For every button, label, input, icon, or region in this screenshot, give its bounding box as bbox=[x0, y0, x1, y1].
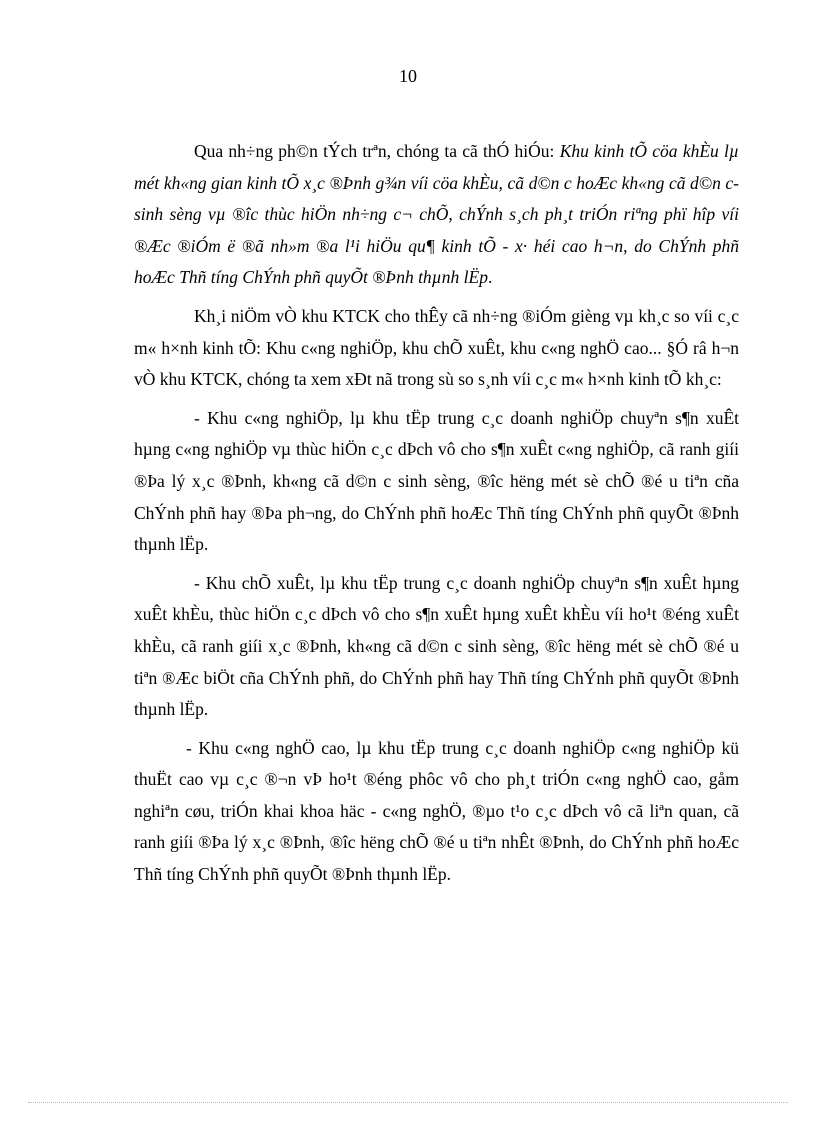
page-bottom-border bbox=[28, 1102, 788, 1103]
industrial-zone-paragraph: - Khu c«ng nghiÖp, lµ khu tËp trung c¸c doanh nghiÖp chuyªn s¶n xuÊt hµng c«ng nghiÖp vµ thùc hiÖn c¸c dÞch vô cho s¶n xuÊt c«ng nghiÖp, cã ranh giíi ®Þa lý x¸c ®Þnh, kh«ng cã d©n c sinh sèng, ®îc hëng mét sè chÕ ®é u tiªn cña ChÝnh phñ hay ®Þa ph¬ng, do ChÝnh phñ hoÆc Thñ tíng ChÝnh phñ quyÕt ®Þnh thµnh lËp. bbox=[134, 407, 739, 555]
export-processing-zone-paragraph: - Khu chÕ xuÊt, lµ khu tËp trung c¸c doanh nghiÖp chuyªn s¶n xuÊt hµng xuÊt khÈu, thùc hiÖn c¸c dÞch vô cho s¶n xuÊt hµng xuÊt khÈu víi ho¹t ®éng xuÊt khÈu, cã ranh giíi x¸c ®Þnh, kh«ng cã d©n c sinh sèng, ®îc hëng mét sè chÕ ®é u tiªn ®Æc biÖt cña ChÝnh phñ, do ChÝnh phñ hay Thñ tíng ChÝnh phñ quyÕt ®Þnh thµnh lËp. bbox=[134, 572, 739, 720]
comparison-intro-paragraph: Kh¸i niÖm vÒ khu KTCK cho thÊy cã nh÷ng ®iÓm gièng vµ kh¸c so víi c¸c m« h×nh kinh tÕ: Khu c«ng nghiÖp, khu chÕ xuÊt, khu c«ng nghÖ cao... §Ó râ h¬n vÒ khu KTCK, chóng ta xem xÐt nã trong sù so s¸nh víi c¸c m« h×nh kinh tÕ kh¸c: bbox=[134, 305, 739, 390]
definition-paragraph bbox=[134, 136, 739, 294]
definition-tail: . bbox=[487, 267, 493, 288]
body-text bbox=[134, 136, 739, 898]
page-number: 10 bbox=[399, 66, 417, 86]
high-tech-zone-paragraph: - Khu c«ng nghÖ cao, lµ khu tËp trung c¸c doanh nghiÖp c«ng nghiÖp kü thuËt cao vµ c¸c ®¬n vÞ ho¹t ®éng phôc vô cho ph¸t triÓn c«ng nghÖ cao, gåm nghiªn cøu, triÓn khai khoa häc - c«ng nghÖ, ®µo t¹o c¸c dÞch vô cã liªn quan, cã ranh giíi ®Þa lý x¸c ®Þnh, ®îc hëng chÕ ®é u tiªn nhÊt ®Þnh, do ChÝnh phñ hoÆc Thñ tíng ChÝnh phñ quyÕt ®Þnh thµnh lËp. bbox=[134, 737, 739, 885]
definition-emphasis: Khu kinh tÕ cöa khÈu lµ mét kh«ng gian kinh tÕ x¸c ®Þnh g¾n víi cöa khÈu, cã d©n c hoÆc kh«ng cã d©n c sinh sèng vµ ®îc thùc hiÖn nh÷ng c¬ chÕ, chÝnh s¸ch ph¸t triÓn riªng phï hîp víi ®Æc ®iÓm ë ®ã nh»m ®a l¹i hiÖu qu¶ kinh tÕ - x· héi cao h¬n, do ChÝnh phñ hoÆc Thñ tíng ChÝnh phñ quyÕt ®Þnh thµnh lËp bbox=[134, 141, 739, 288]
definition-lead: Qua nh÷ng ph©n tÝch trªn, chóng ta cã thÓ hiÓu: bbox=[194, 141, 560, 161]
